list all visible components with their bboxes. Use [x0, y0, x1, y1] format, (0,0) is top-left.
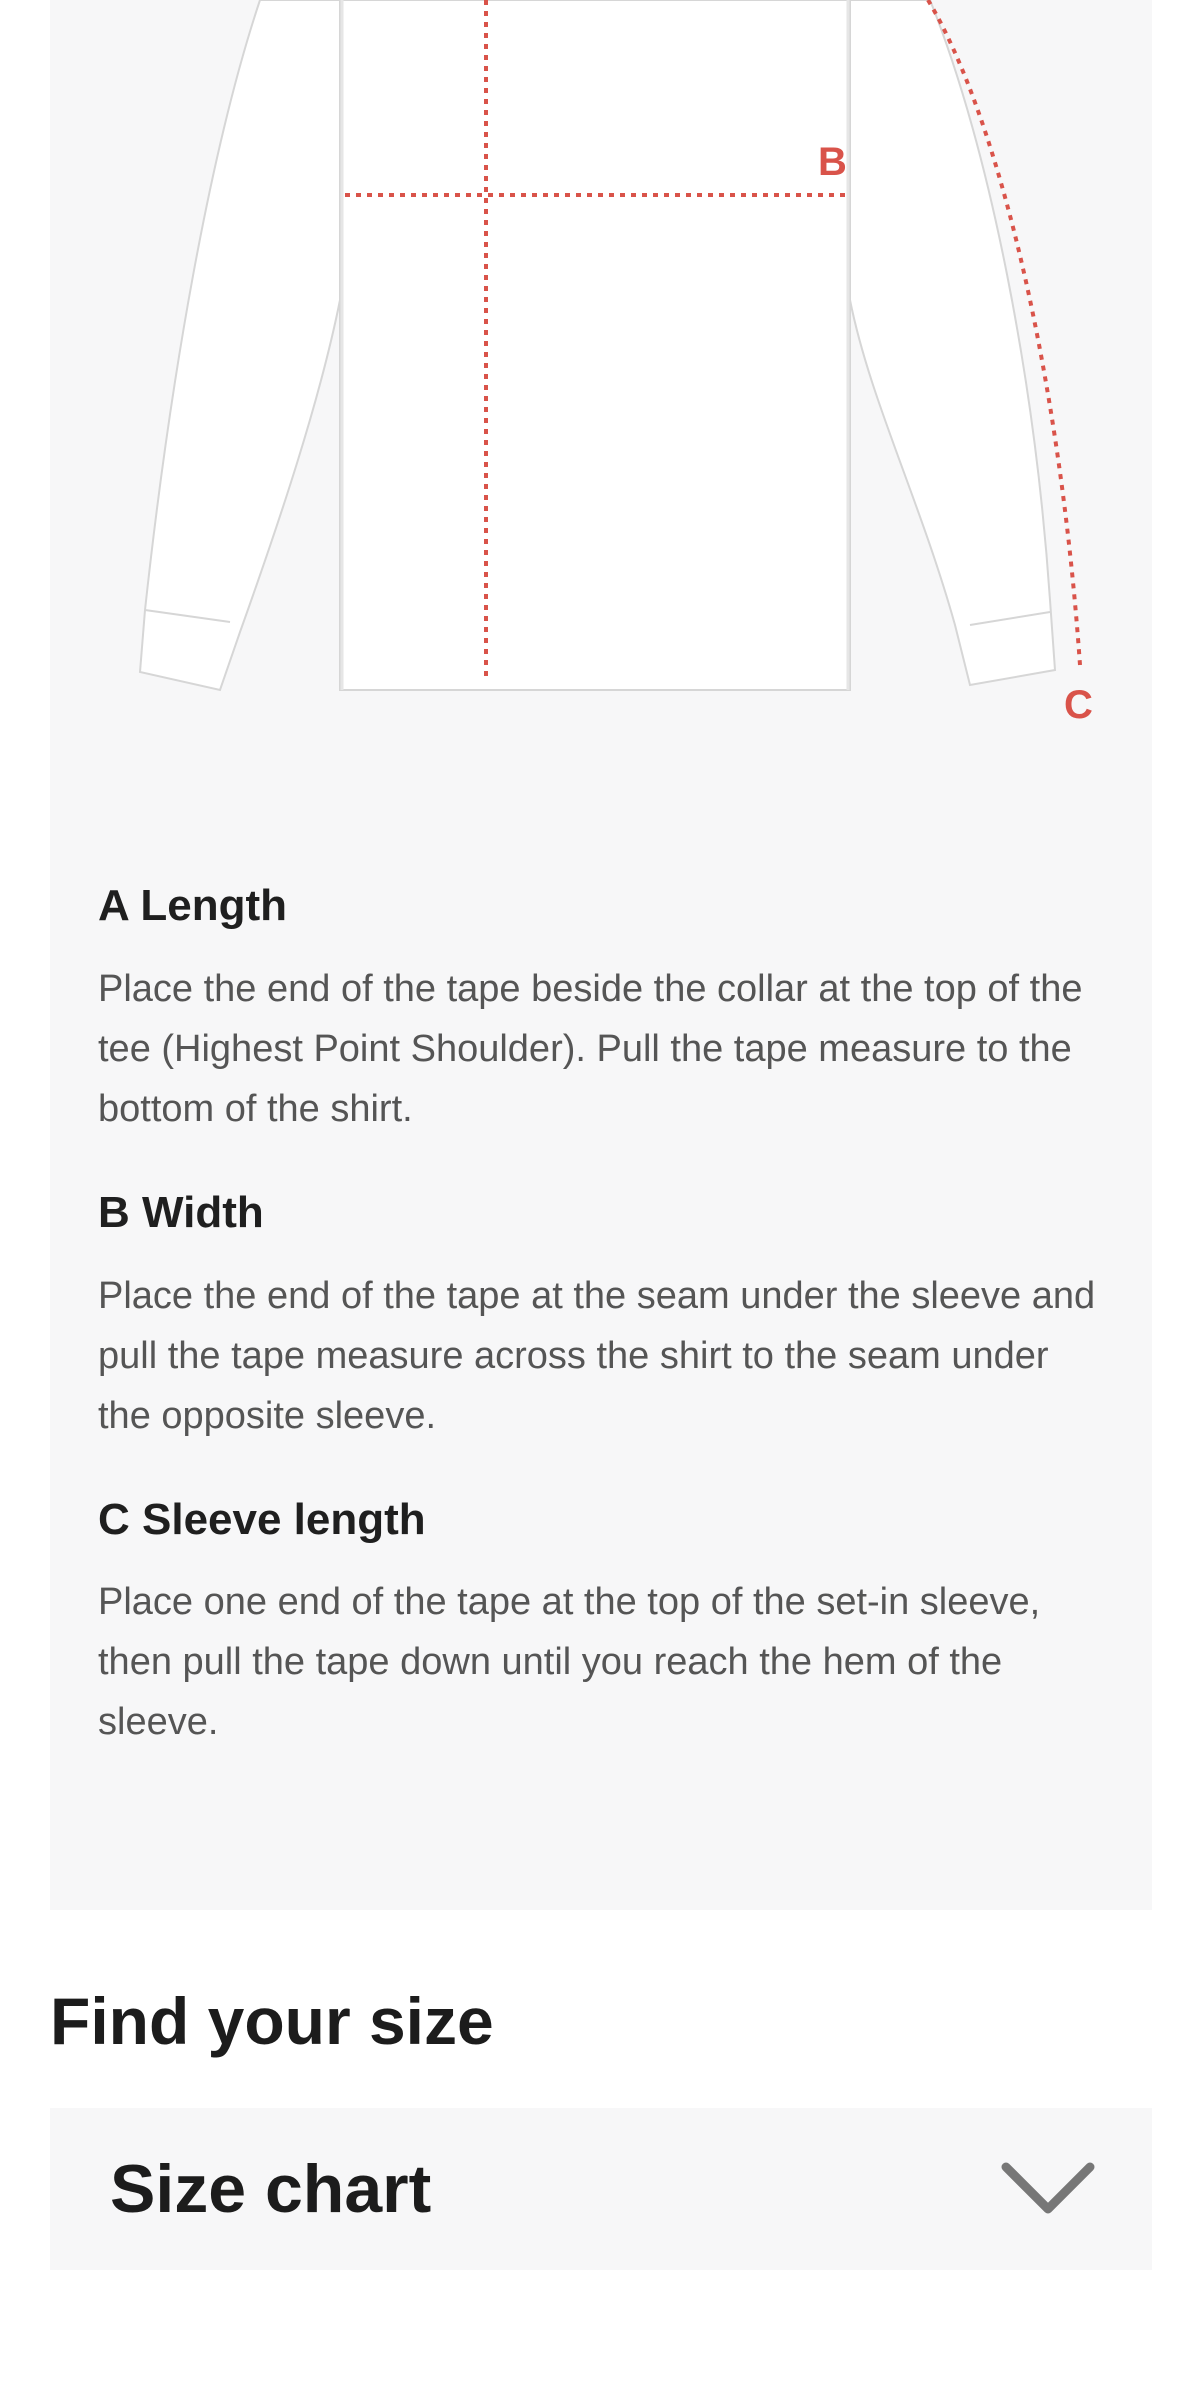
shirt-measurement-diagram — [50, 0, 1152, 760]
measure-width — [98, 1187, 1108, 1446]
label-b: B — [818, 140, 847, 184]
size-chart-label: Size chart — [110, 2151, 432, 2227]
shirt-illustration — [140, 0, 1055, 690]
measure-width-title: B Width — [98, 1187, 264, 1237]
measure-width-text: Place the end of the tape at the seam under the sleeve and pull the tape measure across the shirt to the seam under the opposite sleeve. — [98, 1274, 1096, 1437]
measure-sleeve-text: Place one end of the tape at the top of the set-in sleeve, then pull the tape down until you reach the hem of the sleeve. — [98, 1581, 1041, 1744]
label-c: C — [1064, 683, 1093, 727]
measure-sleeve-length — [98, 1494, 1108, 1753]
chevron-down-icon[interactable] — [1000, 2159, 1096, 2219]
find-size-heading: Find your size — [50, 1984, 494, 2058]
measure-sleeve-title: C Sleeve length — [98, 1494, 426, 1544]
measure-length-text: Place the end of the tape beside the collar at the top of the tee (Highest Point Shoulder). Pull the tape measure to the bottom of the shirt. — [98, 967, 1083, 1130]
measure-length — [98, 880, 1108, 1139]
measure-length-title: A Length — [98, 881, 287, 930]
measurement-instructions — [98, 880, 1108, 1800]
measurement-guide-panel — [50, 0, 1152, 1910]
size-chart-accordion[interactable] — [50, 2108, 1152, 2270]
